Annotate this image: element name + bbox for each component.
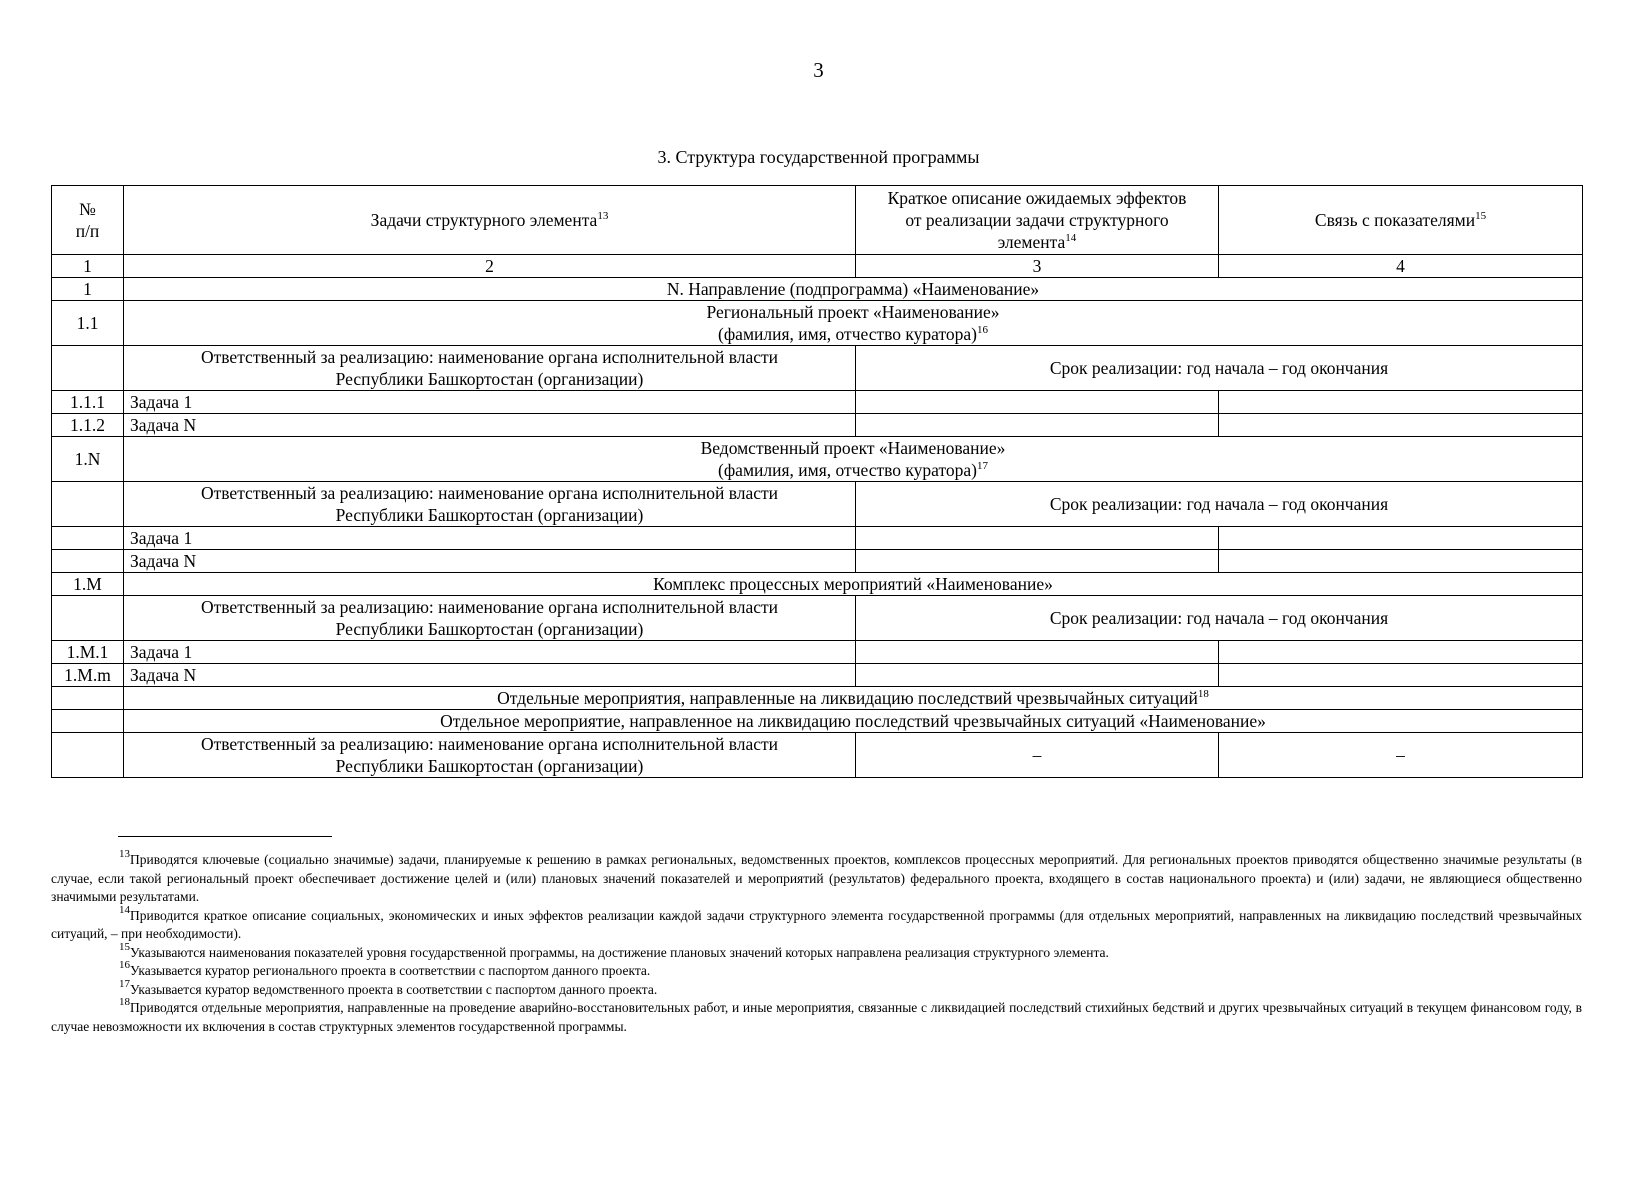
- empty-cell: [1219, 550, 1583, 573]
- footnote-13: [51, 848, 1582, 907]
- column-number-row: [52, 255, 1583, 278]
- empty-cell: [52, 527, 124, 550]
- departmental-project-row: [52, 437, 1583, 482]
- task-num: 1.M.m: [52, 664, 124, 687]
- departmental-project-curator: (фамилия, имя, отчество куратора): [718, 460, 977, 480]
- header-effects-line3: элемента: [997, 232, 1066, 252]
- emergency-group-title: Отдельные мероприятия, направленные на ликвидацию последствий чрезвычайных ситуаций: [497, 688, 1198, 708]
- empty-cell: [52, 687, 124, 710]
- empty-cell: [856, 527, 1219, 550]
- regional-project-title: Региональный проект «Наименование»: [706, 302, 1000, 322]
- footnote-15: [51, 940, 1582, 963]
- task-name: Задача N: [124, 414, 856, 437]
- task-name: Задача 1: [124, 641, 856, 664]
- footnote-ref-18: 18: [1197, 688, 1209, 700]
- process-complex-row: [52, 573, 1583, 596]
- responsible-line1: Ответственный за реализацию: наименование органа исполнительной власти: [200, 597, 779, 617]
- footnote-14: [51, 903, 1582, 944]
- table-row: [52, 550, 1583, 573]
- col-number-4: 4: [1219, 255, 1583, 278]
- direction-num: 1: [52, 278, 124, 301]
- header-tasks: Задачи структурного элемента: [370, 210, 598, 230]
- responsible-row: [52, 346, 1583, 391]
- footnote-separator: [118, 836, 332, 837]
- empty-cell: [856, 391, 1219, 414]
- regional-project-row: [52, 301, 1583, 346]
- empty-cell: [52, 346, 124, 391]
- footnote-ref-14: 14: [1065, 232, 1077, 244]
- footnote-ref-15: 15: [1475, 210, 1487, 222]
- empty-cell: [856, 550, 1219, 573]
- empty-cell: [856, 414, 1219, 437]
- regional-project-curator: (фамилия, имя, отчество куратора): [718, 324, 977, 344]
- task-name: Задача 1: [124, 391, 856, 414]
- table-row: [52, 664, 1583, 687]
- process-complex-title: Комплекс процессных мероприятий «Наименование»: [124, 573, 1583, 596]
- header-effects-line2: от реализации задачи структурного: [905, 210, 1169, 230]
- regional-project-title-cell: [124, 301, 1583, 346]
- emergency-item-title: Отдельное мероприятие, направленное на ликвидацию последствий чрезвычайных ситуаций «Наименование»: [124, 710, 1583, 733]
- empty-cell: [1219, 527, 1583, 550]
- footnotes: [51, 848, 1582, 1036]
- responsible-row: [52, 482, 1583, 527]
- emergency-group-row: [52, 687, 1583, 710]
- structure-table: [51, 185, 1583, 778]
- header-indicators-cell: [1219, 186, 1583, 255]
- header-tasks-cell: [124, 186, 856, 255]
- responsible-line1: Ответственный за реализацию: наименование органа исполнительной власти: [200, 734, 779, 754]
- empty-cell: [1219, 391, 1583, 414]
- responsible-line2: Республики Башкортостан (организации): [335, 369, 644, 389]
- direction-title: N. Направление (подпрограмма) «Наименование»: [124, 278, 1583, 301]
- empty-cell: [52, 733, 124, 778]
- term-cell: Срок реализации: год начала – год окончания: [856, 596, 1583, 641]
- empty-cell: [52, 550, 124, 573]
- footnote-ref-16: 16: [976, 324, 988, 336]
- col-number-3: 3: [856, 255, 1219, 278]
- empty-cell: [856, 664, 1219, 687]
- direction-row: [52, 278, 1583, 301]
- empty-cell: [52, 596, 124, 641]
- footnote-text: Указывается куратор ведомственного проекта в соответствии с паспортом данного проекта.: [130, 981, 658, 997]
- task-name: Задача N: [124, 664, 856, 687]
- responsible-cell: [124, 733, 856, 778]
- footnote-text: Указываются наименования показателей уровня государственной программы, на достижение плановых значений которых направлена реализация структурного элемента.: [130, 944, 1109, 960]
- departmental-project-title: Ведомственный проект «Наименование»: [700, 438, 1006, 458]
- footnote-text: Указывается куратор регионального проекта в соответствии с паспортом данного проекта.: [130, 963, 651, 978]
- footnote-text: Приводятся ключевые (социально значимые) задачи, планируемые к решению в рамках региональных, ведомственных проектов, комплексов процессных мероприятий. Для региональных проектов приводятся общественно значимые результаты (в случае, если такой региональный проект обеспечивает достижение целей и (или) плановых значений показателей и мероприятий (результатов) федерального проекта, входящего в состав национального проекта) и (или) задачи, не являющиеся общественно значимыми результатами.: [51, 852, 1582, 904]
- table-row: [52, 641, 1583, 664]
- footnote-number: 13: [119, 848, 130, 860]
- table-row: [52, 391, 1583, 414]
- emergency-item-row: [52, 710, 1583, 733]
- header-num: №: [79, 199, 96, 219]
- footnote-16: [51, 959, 1582, 981]
- footnote-ref-13: 13: [597, 210, 609, 222]
- responsible-line2: Республики Башкортостан (организации): [335, 756, 644, 776]
- page-title: 3. Структура государственной программы: [657, 147, 980, 167]
- empty-cell: [1219, 414, 1583, 437]
- footnote-18: [51, 996, 1582, 1036]
- empty-cell: [52, 482, 124, 527]
- task-num: 1.1.2: [52, 414, 124, 437]
- task-name: Задача 1: [124, 527, 856, 550]
- col-number-1: 1: [52, 255, 124, 278]
- responsible-line2: Республики Башкортостан (организации): [335, 619, 644, 639]
- table-row: [52, 414, 1583, 437]
- task-name: Задача N: [124, 550, 856, 573]
- col-number-2: 2: [124, 255, 856, 278]
- dash-cell: –: [856, 733, 1219, 778]
- responsible-line1: Ответственный за реализацию: наименование органа исполнительной власти: [200, 483, 779, 503]
- responsible-cell: [124, 482, 856, 527]
- dash-cell: –: [1219, 733, 1583, 778]
- header-indicators: Связь с показателями: [1314, 210, 1476, 230]
- emergency-group-title-cell: [124, 687, 1583, 710]
- responsible-line2: Республики Башкортостан (организации): [335, 505, 644, 525]
- header-num-cell: [52, 186, 124, 255]
- responsible-line1: Ответственный за реализацию: наименование органа исполнительной власти: [200, 347, 779, 367]
- header-effects-cell: [856, 186, 1219, 255]
- responsible-cell: [124, 346, 856, 391]
- process-complex-num: 1.M: [52, 573, 124, 596]
- footnote-17: [51, 977, 1582, 1000]
- footnote-ref-17: 17: [976, 460, 988, 472]
- page-number: 3: [813, 58, 824, 82]
- footnote-number: 16: [119, 959, 130, 971]
- responsible-cell: [124, 596, 856, 641]
- departmental-project-num: 1.N: [52, 437, 124, 482]
- header-num2: п/п: [75, 221, 100, 241]
- task-num: 1.M.1: [52, 641, 124, 664]
- term-cell: Срок реализации: год начала – год окончания: [856, 482, 1583, 527]
- footnote-text: Приводится краткое описание социальных, экономических и иных эффектов реализации каждой задачи структурного элемента государственной программы (для отдельных мероприятий, направленных на ликвидацию последствий чрезвычайных ситуаций, – при необходимости).: [51, 907, 1582, 941]
- task-num: 1.1.1: [52, 391, 124, 414]
- footnote-number: 15: [119, 940, 130, 953]
- footnote-text: Приводятся отдельные мероприятия, направленные на проведение аварийно-восстановительных работ, и иные мероприятия, связанные с ликвидацией последствий стихийных бедствий и других чрезвычайных ситуаций в текущем финансовом году, в случае невозможности их включения в состав структурных элементов государственной программы.: [51, 1000, 1582, 1034]
- table-row: [52, 527, 1583, 550]
- empty-cell: [1219, 641, 1583, 664]
- empty-cell: [1219, 664, 1583, 687]
- term-cell: Срок реализации: год начала – год окончания: [856, 346, 1583, 391]
- responsible-row: [52, 733, 1583, 778]
- regional-project-num: 1.1: [52, 301, 124, 346]
- empty-cell: [856, 641, 1219, 664]
- empty-cell: [52, 710, 124, 733]
- footnote-number: 18: [119, 996, 130, 1008]
- responsible-row: [52, 596, 1583, 641]
- table-header-row: [52, 186, 1583, 255]
- footnote-number: 17: [119, 977, 130, 990]
- header-effects-line1: Краткое описание ожидаемых эффектов: [887, 188, 1187, 208]
- footnote-number: 14: [119, 903, 130, 916]
- departmental-project-title-cell: [124, 437, 1583, 482]
